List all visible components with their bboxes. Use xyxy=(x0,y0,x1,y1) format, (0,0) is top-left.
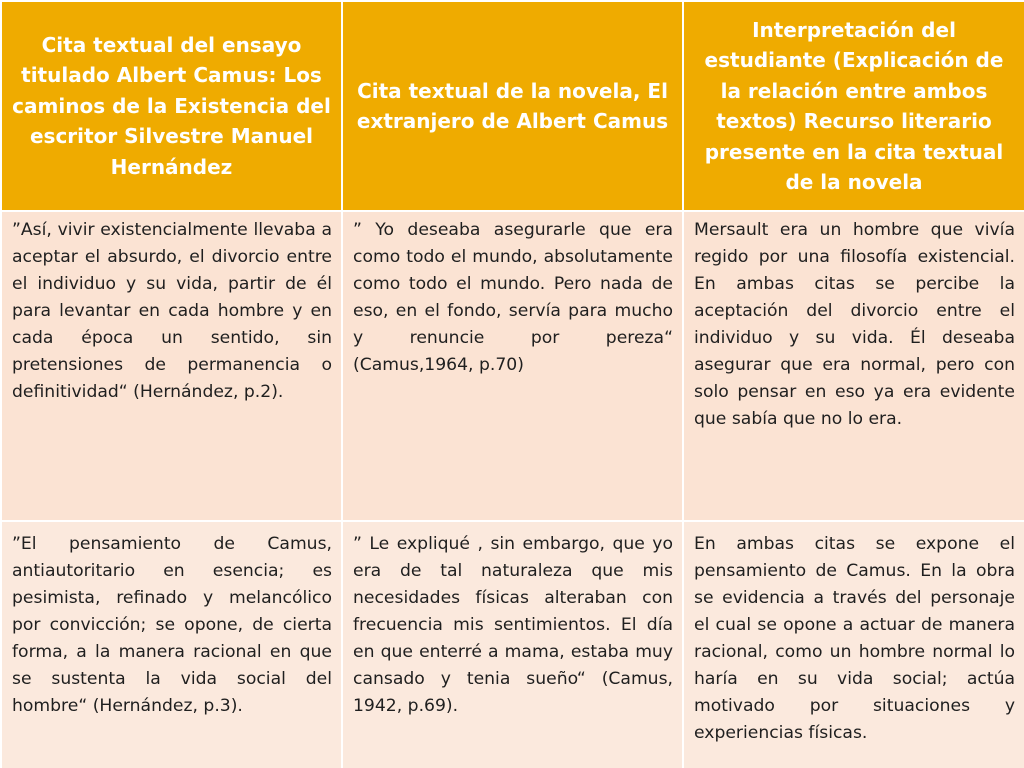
table-row xyxy=(1,211,1024,521)
novel-quote-cell: ” Yo deseaba asegurarle que era como todo el mundo, absolutamente como todo el mundo. Pero nada de eso, en el fondo, servía para mucho y renuncie por pereza“ (Camus,1964, p.70) xyxy=(342,211,683,521)
essay-quote-cell: ”El pensamiento de Camus, antiautoritario en esencia; es pesimista, refinado y melancólico por convicción; se opone, de cierta forma, a la manera racional en que se sustenta la vida social del hombre“ (Hernández, p.3). xyxy=(1,521,342,768)
interpretation-cell: Mersault era un hombre que vivía regido por una filosofía existencial. En ambas citas se percibe la aceptación del divorcio entre el individuo y su vida. Él deseaba asegurar que era normal, pero con solo pensar en eso ya era evidente que sabía que no lo era. xyxy=(683,211,1024,521)
header-row xyxy=(1,1,1024,211)
header-novel-quote: Cita textual de la novela, El extranjero de Albert Camus xyxy=(342,1,683,211)
table-row xyxy=(1,521,1024,768)
header-essay-quote: Cita textual del ensayo titulado Albert Camus: Los caminos de la Existencia del escritor Silvestre Manuel Hernández xyxy=(1,1,342,211)
interpretation-cell: En ambas citas se expone el pensamiento de Camus. En la obra se evidencia a través del personaje el cual se opone a actuar de manera racional, como un hombre normal lo haría en su vida social; actúa motivado por situaciones y experiencias físicas. xyxy=(683,521,1024,768)
header-student-interpretation: Interpretación del estudiante (Explicación de la relación entre ambos textos) Recurso literario presente en la cita textual de la novela xyxy=(683,1,1024,211)
essay-quote-cell: ”Así, vivir existencialmente llevaba a aceptar el absurdo, el divorcio entre el individuo y su vida, partir de él para levantar en cada hombre y en cada época un sentido, sin pretensiones de permanencia o definitividad“ (Hernández, p.2). xyxy=(1,211,342,521)
novel-quote-cell: ” Le expliqué , sin embargo, que yo era de tal naturaleza que mis necesidades físicas alteraban con frecuencia mis sentimientos. El día en que enterré a mama, estaba muy cansado y tenia sueño“ (Camus, 1942, p.69). xyxy=(342,521,683,768)
